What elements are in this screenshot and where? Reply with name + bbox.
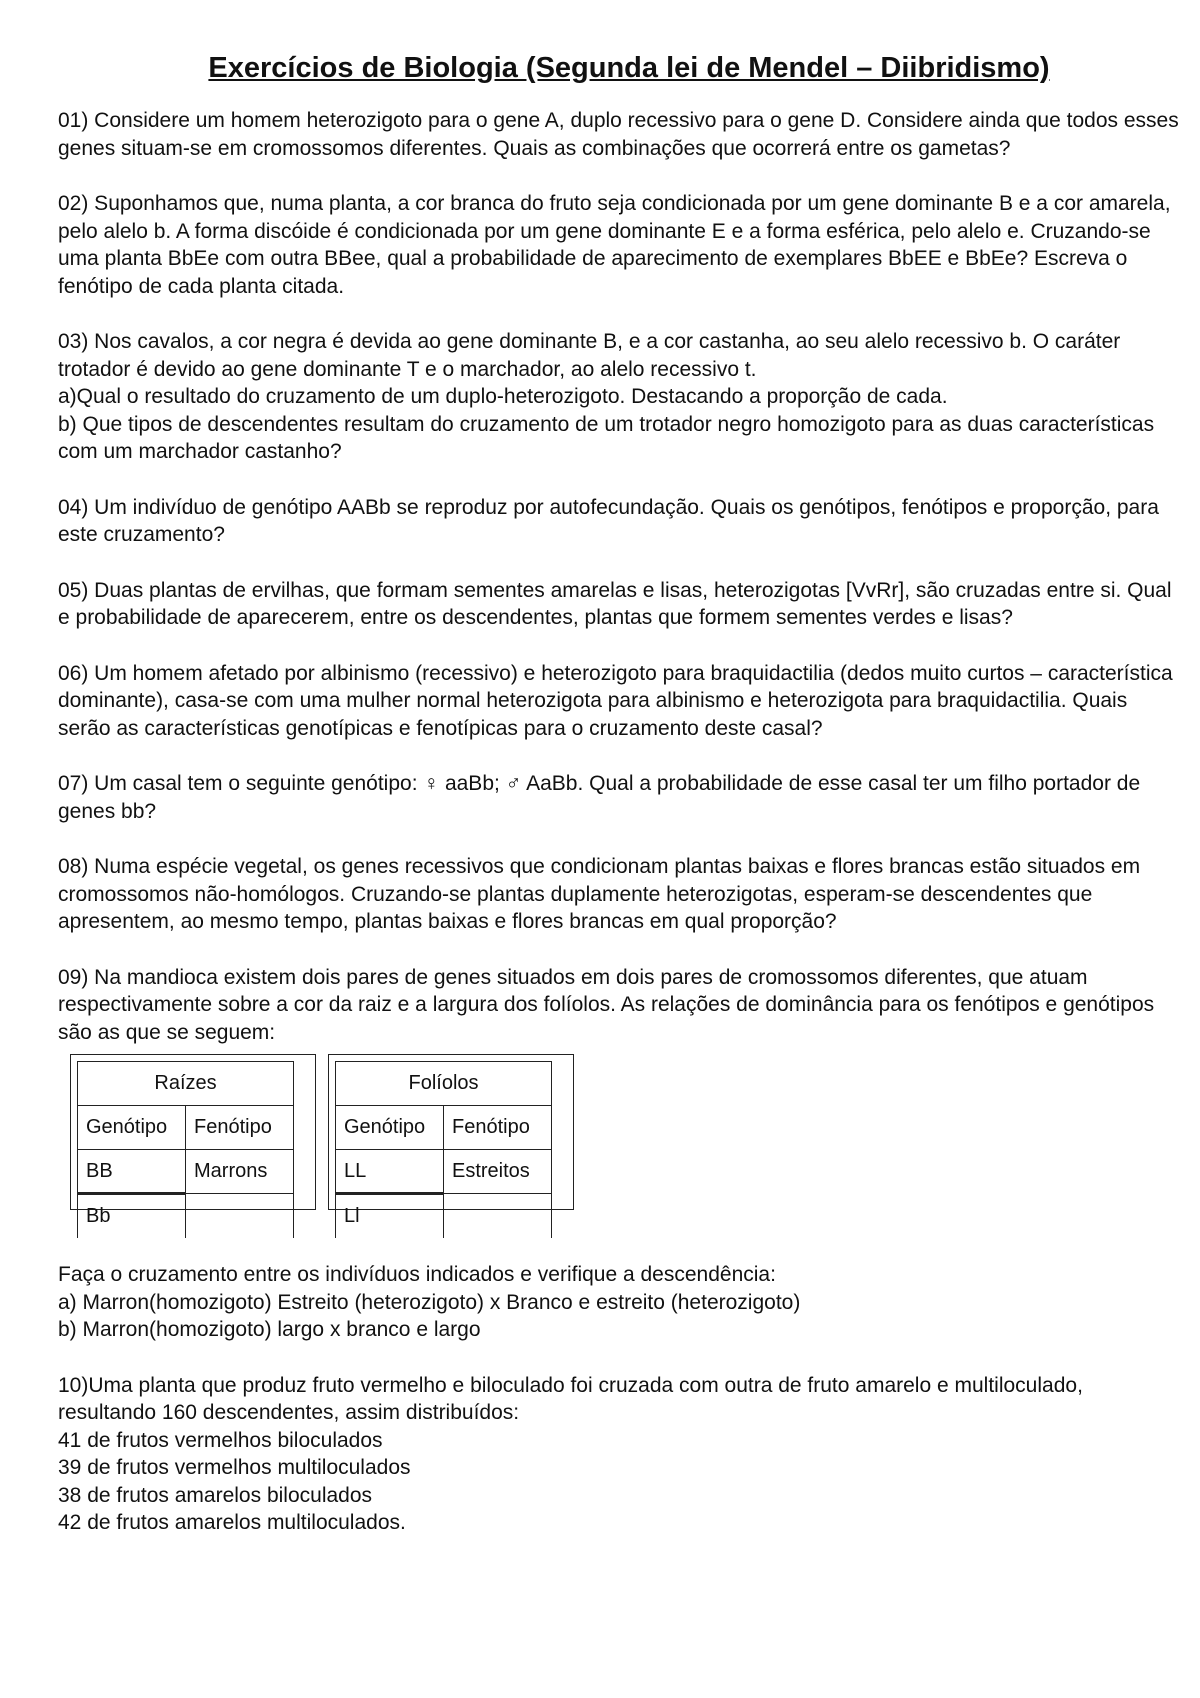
question-text: 02) Suponhamos que, numa planta, a cor branca do fruto seja condicionada por um gene dominante B e a cor amarela, pelo alelo b. A forma discóide é condicionada por um gene dominante E e a forma esférica, pelo alelo e. Cruzando-se uma planta BbEe com outra BBee, qual a probabilidade de aparecimento de exemplares BbEE e BbEe? Escreva o fenótipo de cada planta citada.: [58, 192, 1171, 298]
question-09: [58, 964, 1180, 1344]
question-07: [58, 770, 1180, 825]
table-frame-raizes: [70, 1054, 316, 1227]
question-text: Faça o cruzamento entre os indivíduos indicados e verifique a descendência:: [58, 1263, 776, 1286]
table-title: Folíolos: [336, 1062, 552, 1106]
question-text: 08) Numa espécie vegetal, os genes recessivos que condicionam plantas baixas e flores brancas estão situados em cromossomos não-homólogos. Cruzando-se plantas duplamente heterozigotas, esperam-se descendentes que apresentem, ao mesmo tempo, plantas baixas e flores brancas em qual proporção?: [58, 855, 1141, 933]
column-header-fenotipo: Fenótipo: [186, 1106, 294, 1150]
question-item-b: b) Marron(homozigoto) largo x branco e largo: [58, 1318, 481, 1341]
question-06: [58, 660, 1180, 743]
column-header-fenotipo: Fenótipo: [444, 1106, 552, 1150]
question-text: 07) Um casal tem o seguinte genótipo: ♀ aaBb; ♂ AaBb. Qual a probabilidade de esse casal ter um filho portador de genes bb?: [58, 772, 1141, 823]
question-text: 03) Nos cavalos, a cor negra é devida ao gene dominante B, e a cor castanha, ao seu alelo recessivo b. O caráter trotador é devido ao gene dominante T e o marchador, ao alelo recessivo t.: [58, 330, 1121, 381]
table-frame-foliolos: [328, 1054, 574, 1227]
table-foliolos: [335, 1061, 552, 1238]
question-text: 01) Considere um homem heterozigoto para o gene A, duplo recessivo para o gene D. Considere ainda que todos esses genes situam-se em cromossomos diferentes. Quais as combinações que ocorrerá entre os gametas?: [58, 109, 1179, 160]
question-text: 06) Um homem afetado por albinismo (recessivo) e heterozigoto para braquidactilia (dedos muito curtos – característica dominante), casa-se com uma mulher normal heterozigota para albinismo e heterozigota para braquidactilia. Quais serão as características genotípicas e fenotípicas para o cruzamento deste casal?: [58, 661, 1173, 740]
table-cell: Bb: [78, 1194, 186, 1238]
list-item: 39 de frutos vermelhos multiloculados: [58, 1456, 411, 1479]
question-text: 09) Na mandioca existem dois pares de genes situados em dois pares de cromossomos diferentes, que atuam respectivamente sobre a cor da raiz e a largura dos folíolos. As relações de dominância para os fenótipos e genótipos são as que se seguem:: [58, 965, 1155, 1044]
question-03: [58, 328, 1180, 466]
question-01: [58, 107, 1180, 162]
dominance-tables: [70, 1054, 1180, 1259]
question-02: [58, 190, 1180, 300]
question-item-a: a) Marron(homozigoto) Estreito (heterozigoto) x Branco e estreito (heterozigoto): [58, 1290, 801, 1314]
question-text: 10)Uma planta que produz fruto vermelho e biloculado foi cruzada com outra de fruto amarelo e multiloculado, resultando 160 descendentes, assim distribuídos:: [58, 1373, 1083, 1424]
table-cell: Marrons: [186, 1150, 294, 1194]
table-title: Raízes: [78, 1062, 294, 1106]
question-10: [58, 1372, 1180, 1537]
question-item-a: a)Qual o resultado do cruzamento de um duplo-heterozigoto. Destacando a proporção de cada.: [58, 385, 948, 408]
table-cell: Estreitos: [444, 1150, 552, 1194]
question-item-b: b) Que tipos de descendentes resultam do cruzamento de um trotador negro homozigoto para as duas características com um marchador castanho?: [58, 412, 1155, 463]
question-text: 05) Duas plantas de ervilhas, que formam sementes amarelas e lisas, heterozigotas [VvRr], são cruzadas entre si. Qual e probabilidade de aparecerem, entre os descendentes, plantas que formem sementes verdes e lisas?: [58, 578, 1172, 629]
list-item: 38 de frutos amarelos biloculados: [58, 1483, 373, 1507]
column-header-genotipo: Genótipo: [336, 1106, 444, 1150]
list-item: 42 de frutos amarelos multiloculados.: [58, 1511, 406, 1534]
table-cell: LL: [336, 1150, 444, 1194]
list-item: 41 de frutos vermelhos biloculados: [58, 1428, 383, 1452]
table-cell: BB: [78, 1150, 186, 1194]
table-cell: Ll: [336, 1194, 444, 1238]
question-text: 04) Um indivíduo de genótipo AABb se reproduz por autofecundação. Quais os genótipos, fenótipos e proporção, para este cruzamento?: [58, 495, 1159, 546]
page-title: Exercícios de Biologia (Segunda lei de Mendel – Diibridismo): [208, 52, 1050, 84]
question-04: [58, 494, 1180, 549]
table-cell: [186, 1194, 294, 1238]
question-05: [58, 577, 1180, 632]
document-page: [58, 52, 1180, 1565]
column-header-genotipo: Genótipo: [78, 1106, 186, 1150]
table-raizes: [77, 1061, 294, 1238]
table-cell: [444, 1194, 552, 1238]
question-08: [58, 853, 1180, 936]
